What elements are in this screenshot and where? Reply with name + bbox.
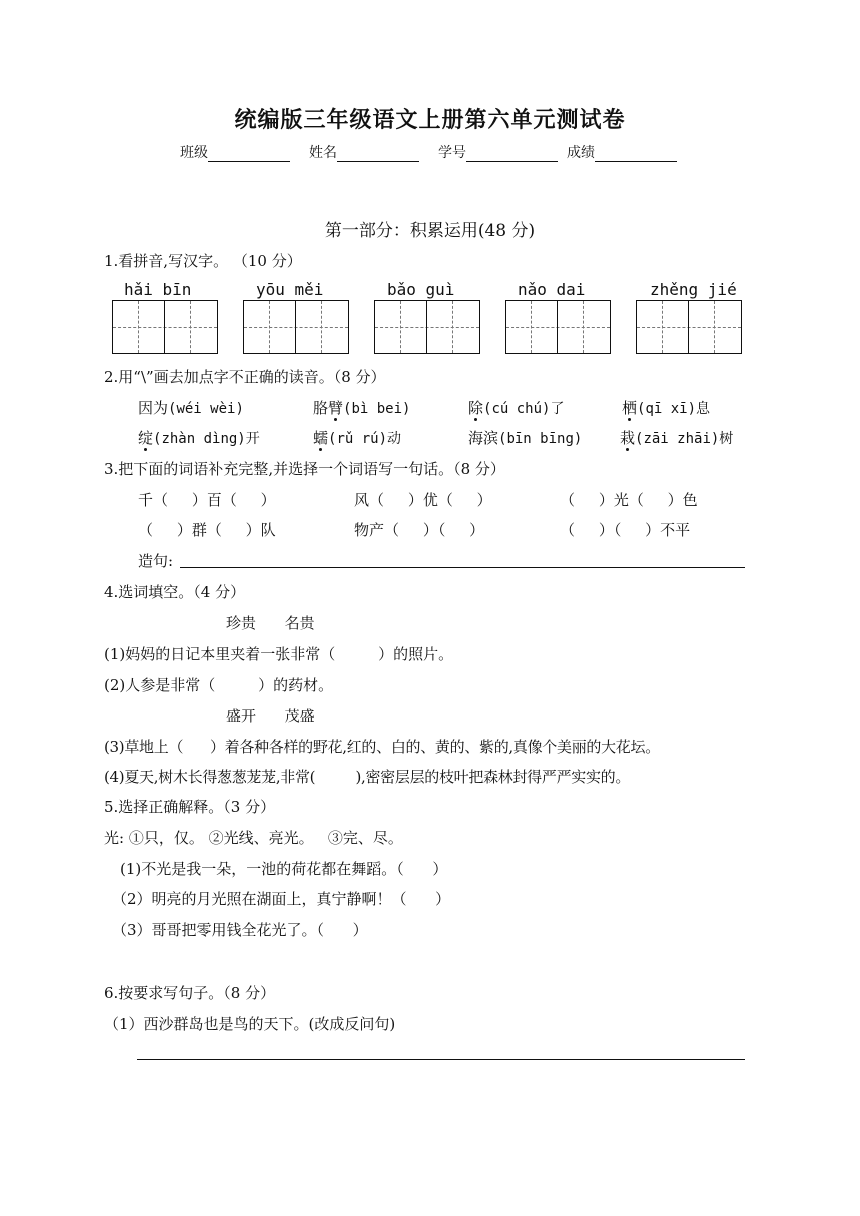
pinyin-5: zhěng jié (650, 280, 737, 299)
choice-sentence[interactable]: （3）哥哥把零用钱全花光了。（ ） (112, 921, 368, 939)
score-field[interactable] (567, 142, 677, 162)
reading-item[interactable]: 栽(zāi zhāi)树 (620, 429, 734, 447)
idiom-blank[interactable]: （ ）群（ ）队 (138, 521, 276, 539)
pinyin-2: yōu měi (256, 280, 324, 299)
writing-grid-3[interactable] (374, 300, 480, 354)
score-label: 成绩 (567, 145, 595, 161)
choice-sentence[interactable]: (1)不光是我一朵，一池的荷花都在舞蹈。（ ） (120, 860, 448, 878)
number-label: 学号 (438, 145, 466, 161)
fill-sentence[interactable]: (1)妈妈的日记本里夹着一张非常（ ）的照片。 (104, 645, 454, 663)
q3-prompt: 3.把下面的词语补充完整,并选择一个词语写一句话。（8 分） (104, 460, 505, 478)
pinyin-4: nǎo dai (518, 280, 586, 299)
reading-item[interactable]: 栖(qī xī)息 (622, 399, 711, 417)
definitions: 光: ①只，仅。 ②光线、亮光。 ③完、尽。 (104, 829, 403, 847)
writing-grid-4[interactable] (505, 300, 611, 354)
reading-item[interactable]: 海滨(bīn bīng) (468, 429, 583, 447)
class-label: 班级 (180, 145, 208, 161)
idiom-blank[interactable]: （ ）（ ）不平 (560, 521, 691, 539)
q5-prompt: 5.选择正确解释。（3 分） (104, 798, 276, 816)
word-choices: 珍贵 名贵 (226, 614, 315, 632)
number-field[interactable] (438, 142, 558, 162)
q2-prompt: 2.用“\”画去加点字不正确的读音。（8 分） (104, 368, 386, 386)
name-label: 姓名 (309, 145, 337, 161)
writing-grid-1[interactable] (112, 300, 218, 354)
writing-grid-5[interactable] (636, 300, 742, 354)
fill-sentence[interactable]: (2)人参是非常（ ）的药材。 (104, 676, 334, 694)
pinyin-3: bǎo guì (387, 280, 455, 299)
reading-item[interactable]: 除(cú chú)了 (468, 399, 565, 417)
name-field[interactable] (309, 142, 419, 162)
idiom-blank[interactable]: 风（ ）优（ ） (354, 491, 492, 509)
idiom-blank[interactable]: 物产（ ）（ ） (354, 521, 485, 539)
sentence-answer-line[interactable] (180, 567, 745, 568)
reading-item[interactable]: 因为(wéi wèi) (138, 399, 244, 417)
reading-item[interactable]: 胳臂(bì bei) (313, 399, 411, 417)
idiom-blank[interactable]: 千（ ）百（ ） (138, 491, 276, 509)
choice-sentence[interactable]: （2）明亮的月光照在湖面上，真宁静啊！（ ） (112, 890, 451, 908)
section-heading: 第一部分：积累运用(48 分) (324, 221, 536, 241)
class-field[interactable] (180, 142, 290, 162)
make-sentence-label: 造句: (138, 552, 174, 570)
writing-grid-2[interactable] (243, 300, 349, 354)
reading-item[interactable]: 绽(zhàn dìng)开 (138, 429, 260, 447)
reading-item[interactable]: 蠕(rǔ rú)动 (313, 429, 402, 447)
q1-prompt: 1.看拼音,写汉字。 （10 分） (104, 252, 302, 270)
rewrite-instruction: （1）西沙群岛也是鸟的天下。(改成反问句) (104, 1015, 396, 1033)
q6-prompt: 6.按要求写句子。（8 分） (104, 984, 276, 1002)
word-choices: 盛开 茂盛 (226, 707, 315, 725)
page-title: 统编版三年级语文上册第六单元测试卷 (234, 107, 626, 133)
fill-sentence[interactable]: (4)夏天,树木长得葱葱茏茏,非常( ),密密层层的枝叶把森林封得严严实实的。 (104, 768, 631, 786)
fill-sentence[interactable]: (3)草地上（ ）着各种各样的野花,红的、白的、黄的、紫的,真像个美丽的大花坛。 (104, 738, 660, 756)
pinyin-1: hǎi bīn (124, 280, 192, 299)
idiom-blank[interactable]: （ ）光（ ）色 (560, 491, 698, 509)
rewrite-answer-line[interactable] (137, 1059, 745, 1060)
q4-prompt: 4.选词填空。（4 分） (104, 583, 246, 601)
